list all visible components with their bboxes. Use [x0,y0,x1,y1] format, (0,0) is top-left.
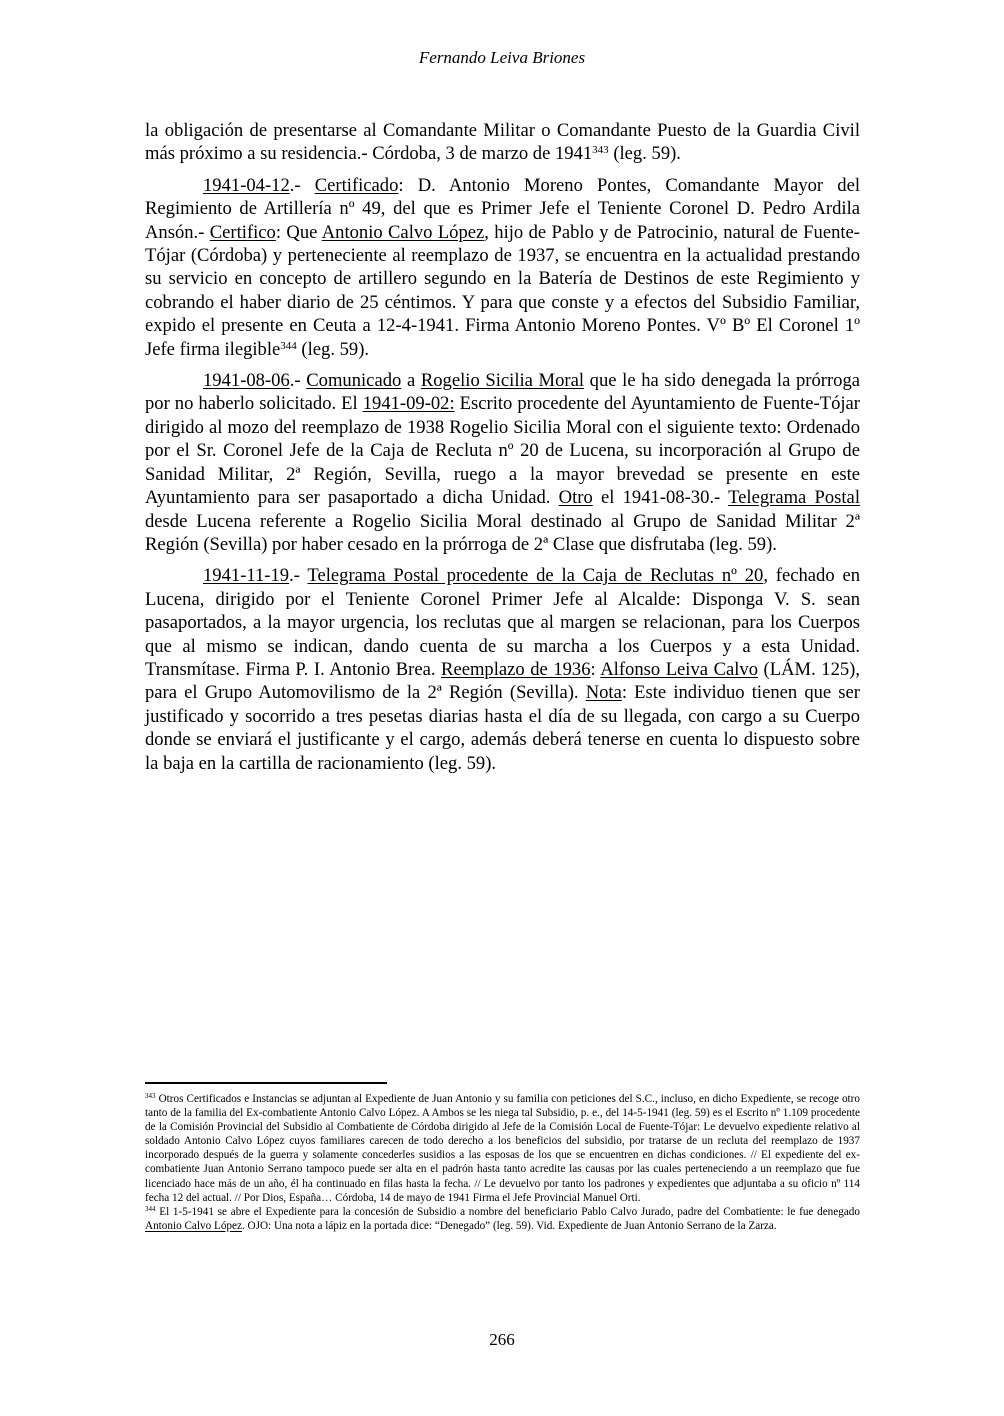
text-run: : Que [275,221,322,243]
text-run: , hijo de Pablo y de Patrocinio, natural de Fuente-Tójar (Córdoba) y perteneciente al reemplazo de 1937, se encuentra en la actualidad prestando su servicio en concepto de artillero segundo en la Batería de Destinos de este Regimiento y cobrando el haber diario de 25 céntimos. Y para que conste y a efectos del Subsidio Familiar, expido el presente en Ceuta a 12-4-1941. Firma Antonio Moreno Pontes. Vº Bº El Coronel 1º Jefe firma ilegible [145,221,860,360]
underlined-text: Otro [558,487,593,509]
footnote-marker: 343 [145,1092,156,1100]
text-run: .- [289,370,307,392]
underlined-text: Alfonso Leiva Calvo [600,658,758,680]
underlined-text: 1941-04-12 [203,174,290,196]
underlined-text: Nota [585,682,622,704]
footnote-marker: 344 [145,1204,156,1213]
text-run: : [590,658,601,680]
underlined-text: Antonio Calvo López [321,221,485,243]
text-run: el 1941-08-30.- [592,487,729,509]
footnote-343 [145,1092,860,1205]
footnote-marker: 343 [592,144,609,157]
underlined-text: 1941-11-19 [203,565,290,587]
text-run: la obligación de presentarse al Comandante Militar o Comandante Puesto de la Guardia Civil más próximo a su residencia.- Córdoba, 3 de marzo de 1941 [145,120,860,165]
text-run: Escrito procedente del Ayuntamiento de Fuente-Tójar dirigido al mozo del reemplazo de 1938 Rogelio Sicilia Moral con el siguiente texto: Ordenado por el Sr. Coronel Jefe de la Caja de Recluta nº 20 de Lucena, su incorporación al Grupo de Sanidad Militar, 2ª Región, Sevilla, ruego a la mayor brevedad se presente en este Ayuntamiento para ser pasaportado a dicha Unidad. [145,393,860,509]
underlined-text: Certifico [209,221,276,243]
text-run: .- [289,565,308,587]
text-run: , fechado en Lucena, dirigido por el Teniente Coronel Primer Jefe al Alcalde: Disponga V. S. sean pasaportados, a la mayor urgencia, los reclutas que al margen se relacionan, para los Cuerpos que al mismo se indican, dando cuenta de su marcha a los Cuerpos y a esta Unidad. Transmítase. Firma P. I. Antonio Brea. [145,565,861,680]
text-run: (leg. 59). [296,338,370,360]
underlined-text: Antonio Calvo López [145,1219,242,1232]
underlined-text: Certificado [314,174,399,196]
text-run: (leg. 59). [608,143,681,165]
paragraph-continuation [145,119,860,166]
underlined-text: 1941-09-02: [362,393,455,415]
paragraph-telegrama [145,564,860,775]
underlined-text: Rogelio Sicilia Moral [420,370,584,392]
text-run: El 1-5-1941 se abre el Expediente para la concesión de Subsidio a nombre del beneficiario Pablo Calvo Jurado, padre del Combatiente: le fue denegado [155,1205,860,1218]
body-text [145,119,860,783]
text-run: a [401,370,421,392]
footnotes [145,1092,860,1233]
paragraph-certificado [145,174,860,361]
text-run: desde Lucena referente a Rogelio Sicilia Moral destinado al Grupo de Sanidad Militar 2ª Región (Sevilla) por haber cesado en la prórroga de 2ª Clase que disfrutaba (leg. 59). [145,510,860,555]
page-number: 266 [489,1330,515,1349]
text-run: .- [289,174,315,196]
text-run: que le ha sido denegada la prórroga por no haberlo solicitado. El [145,370,861,415]
underlined-text: Telegrama Postal procedente de la Caja de Reclutas nº 20 [307,565,764,587]
underlined-text: 1941-08-06 [203,370,290,392]
text-run: : Este individuo tienen que ser justificado y socorrido a tres pesetas diarias hasta el día de su llegada, con cargo a su Cuerpo donde se enviará el justificante y el cargo, además deberá tenerse en cuenta lo dispuesto sobre la baja en la cartilla de racionamiento (leg. 59). [145,682,860,774]
text-run: : D. Antonio Moreno Pontes, Comandante Mayor del Regimiento de Artillería nº 49, del que es Primer Jefe el Teniente Coronel D. Pedro Ardila Ansón.- [145,174,860,243]
paragraph-comunicado [145,369,860,556]
text-run: . OJO: Una nota a lápiz en la portada dice: “Denegado” (leg. 59). Vid. Expediente de Juan Antonio Serrano de la Zarza. [241,1219,777,1232]
text-run: Otros Certificados e Instancias se adjuntan al Expediente de Juan Antonio y su familia con peticiones del S.C., incluso, en dicho Expediente, se recoge otro tanto de la familia del Ex-combatiente Antonio Calvo López. A Ambos se les niega tal Subsidio, p. e., del 14-5-1941 (leg. 59) es el Escrito nº 1.109 procedente de la Comisión Provincial del Subsidio al Combatiente de Córdoba dirigido al Jefe de la Comisión Local de Fuente-Tójar: Le devuelvo expediente relativo al soldado Antonio Calvo López cuyos familiares carecen de todo derecho a los beneficios del subsidio, por tratarse de un recluta del reemplazo de 1937 incorporado después de la guerra y solamente concederles susidios a las esposas de los que se encuentren en dichas condiciones. // El expediente del ex-combatiente Juan Antonio Serrano tampoco puede ser alta en el padrón hasta tanto acredite las causas por las cuales perteneciendo a un reemplazo que fue licenciado hace más de un año, él ha continuado en filas hasta la fecha. // Le devuelvo por tanto los padrones y expedientes que adjuntaba a su oficio nº 114 fecha 12 del actual. // Por Dios, España… Córdoba, 14 de mayo de 1941 Firma el Jefe Provincial Manuel Orti. [145,1093,860,1204]
footnote-344 [145,1205,860,1233]
footnote-separator [145,1082,387,1084]
text-run: (LÁM. 125), para el Grupo Automovilismo de la 2ª Región (Sevilla). [145,658,860,704]
footnote-marker: 344 [280,339,297,352]
running-head: Fernando Leiva Briones [418,48,586,67]
underlined-text: Comunicado [306,370,402,392]
underlined-text: Reemplazo de 1936 [441,658,591,680]
underlined-text: Telegrama Postal [728,487,860,509]
